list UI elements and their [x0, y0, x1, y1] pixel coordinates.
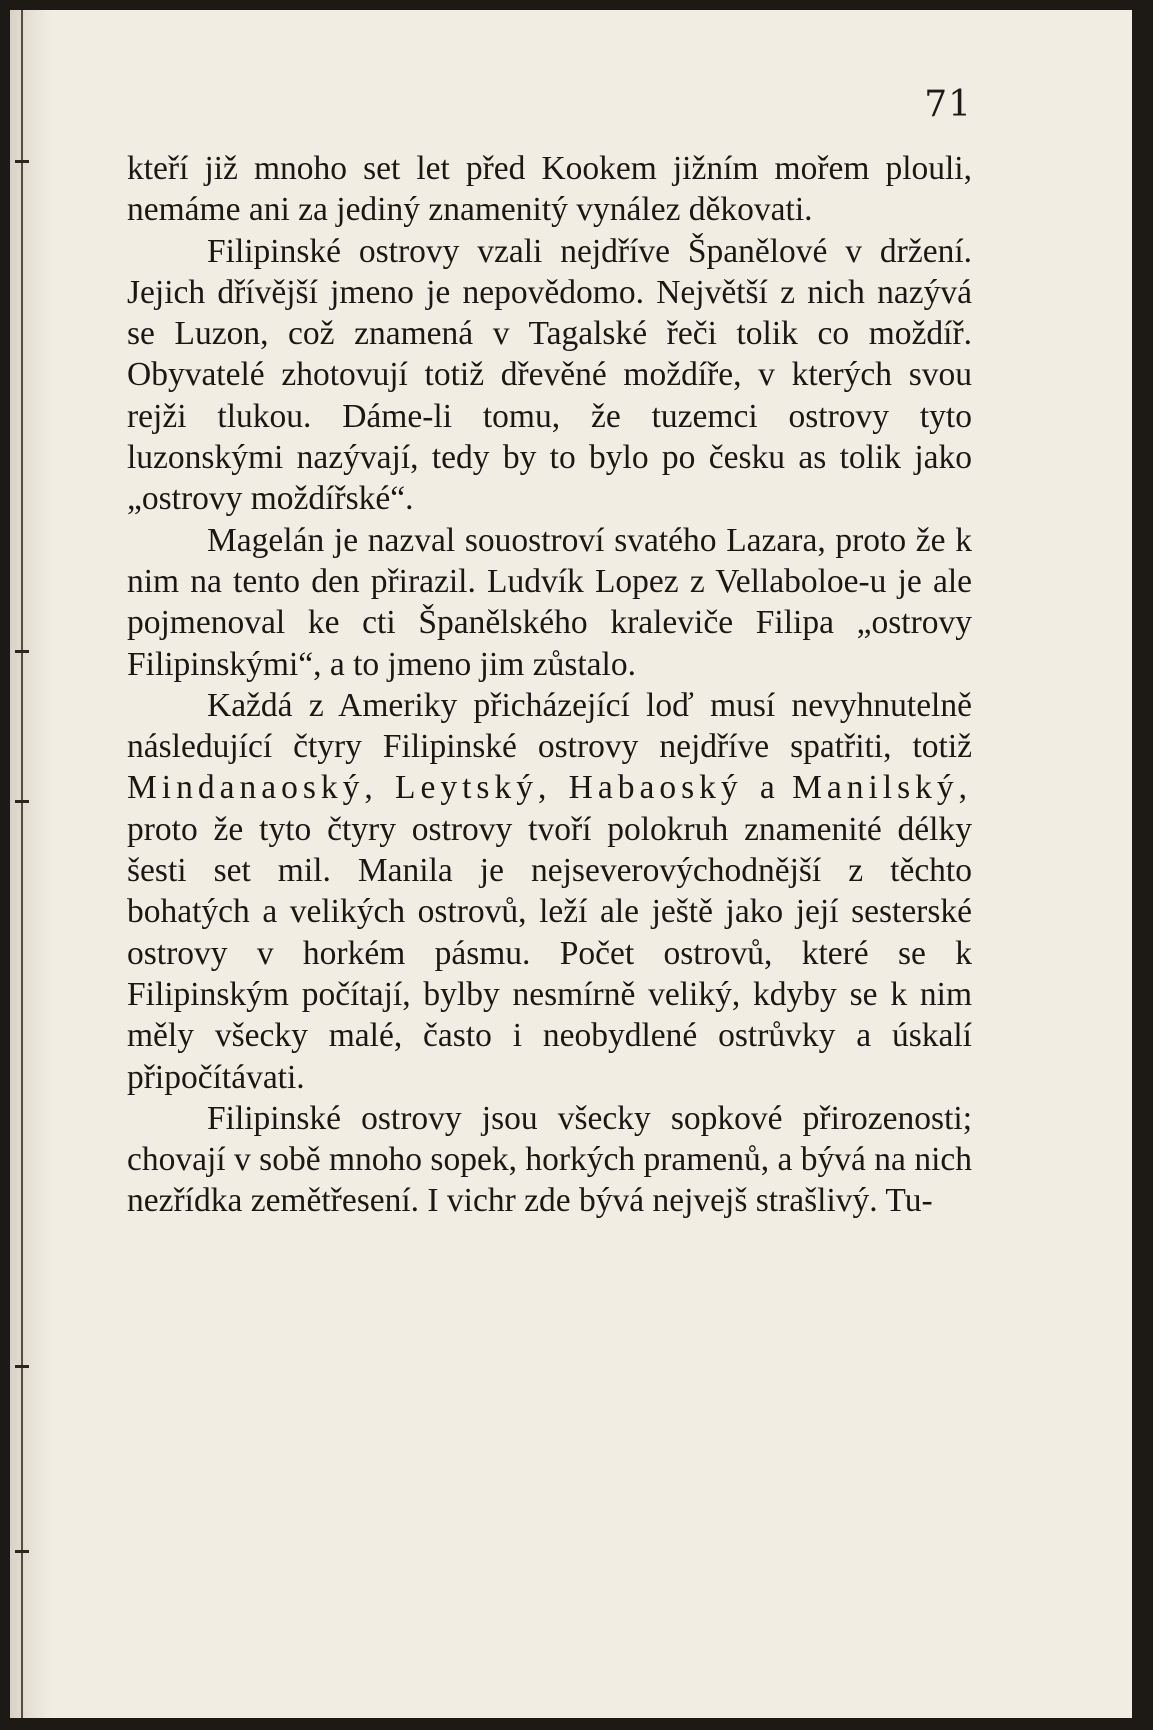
binding-gutter — [10, 10, 52, 1718]
paragraph: Filipinské ostrovy vzali nejdříve Španělové v držení. Jejich dřívější jmeno je nepovědomo. Největší z nich nazývá se Luzon, což znamená v Tagalské řeči tolik co moždíř. Obyvatelé zhotovují totiž dřevěné moždíře, v kterých svou rejži tlukou. Dáme-li tomu, že tuzemci ostrovy tyto luzonskými nazývají, tedy by to bylo po česku as tolik jako „ostrovy moždířské“. — [127, 232, 972, 518]
book-page — [10, 10, 1132, 1718]
body-text — [127, 148, 972, 1222]
island-name-manila: Manilský, — [792, 769, 973, 807]
gutter-mark — [15, 800, 29, 803]
gutter-mark — [15, 1550, 29, 1553]
island-name-habao: Habaoský — [568, 769, 743, 807]
island-name-mindanao: Mindanaoský, — [127, 769, 378, 807]
paragraph-text: Každá z Ameriky přicházející loď musí nevyhnutelně následující čtyry Filipinské ostrovy nejdříve spatřiti, totiž — [127, 686, 972, 766]
gutter-mark — [15, 160, 29, 163]
island-name-leyte: Leytský, — [395, 769, 552, 807]
gutter-mark — [15, 1365, 29, 1368]
conjunction-text: a — [759, 769, 775, 807]
page-number: 71 — [924, 84, 972, 125]
gutter-edge-line — [21, 10, 23, 1718]
gutter-mark — [15, 650, 29, 653]
paragraph: kteří již mnoho set let před Kookem jižním mořem plouli, nemáme ani za jediný znamenitý vynález děkovati. — [127, 150, 972, 229]
paragraph — [127, 685, 972, 1098]
paragraph-text: proto že tyto čtyry ostrovy tvoří polokruh znamenité délky šesti set mil. Manila je nejseverovýchodnější z těchto bohatých a velikých ostrovů, leží ale ještě jako její sesterské ostrovy v horkém pásmu. Počet ostrovů, které se k Filipinským počítají, bylby nesmírně veliký, kdyby se k nim měly všecky malé, často i neobydlené ostrůvky a úskalí připočítávati. — [127, 810, 972, 1096]
paragraph: Magelán je nazval souostroví svatého Lazara, proto že k nim na tento den přirazil. Ludvík Lopez z Vellaboloe-u je ale pojmenoval ke cti Španělského kraleviče Filipa „ostrovy Filipinskými“, a to jmeno jim zůstalo. — [127, 521, 972, 683]
paragraph: Filipinské ostrovy jsou všecky sopkové přirozenosti; chovají v sobě mnoho sopek, horkých pramenů, a bývá na nich nezřídka zemětřesení. I vichr zde bývá nejvejš strašlivý. Tu- — [127, 1099, 972, 1220]
